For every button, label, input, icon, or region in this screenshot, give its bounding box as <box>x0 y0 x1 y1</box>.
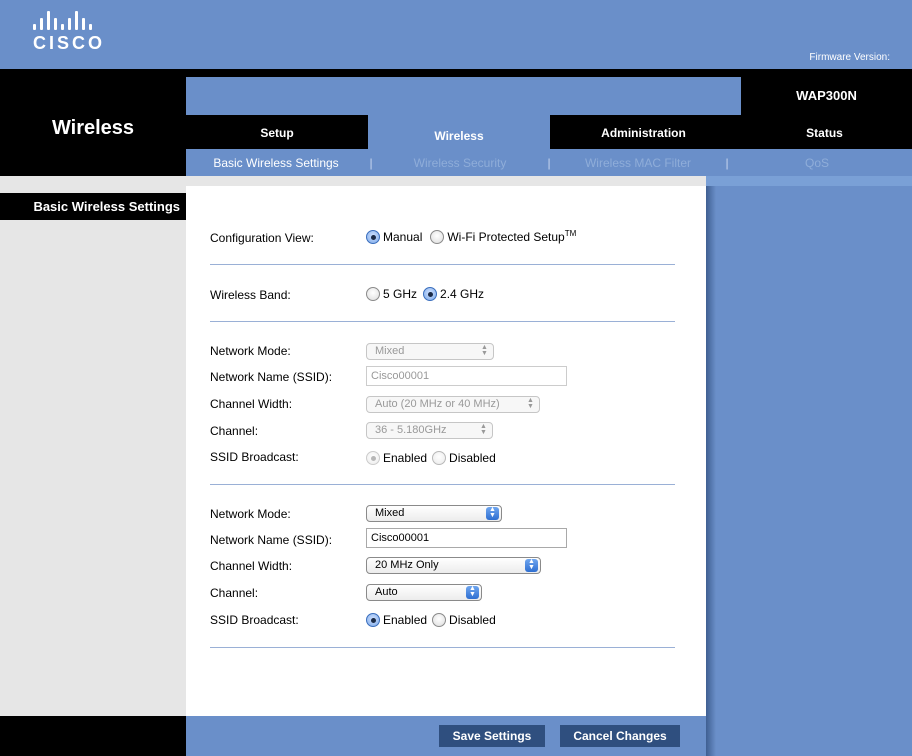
24ghz-channel-label: Channel: <box>210 586 259 600</box>
tab-setup[interactable]: Setup <box>260 126 294 140</box>
5ghz-broadcast-enabled-radio[interactable] <box>366 451 380 465</box>
save-settings-button[interactable]: Save Settings <box>439 725 545 747</box>
chevron-updown-icon: ▲ ▼ <box>480 423 487 436</box>
5ghz-ssid-broadcast-options <box>366 451 496 465</box>
5ghz-channel-width-control <box>366 396 540 413</box>
subtab-wireless-security[interactable]: Wireless Security <box>413 155 507 170</box>
right-panel-shadow <box>706 186 716 756</box>
top-banner <box>0 0 912 69</box>
section-divider <box>210 484 675 485</box>
24ghz-ssid-label: Network Name (SSID): <box>210 533 333 547</box>
5ghz-channel-select[interactable]: 36 - 5.180GHz ▲ ▼ <box>366 422 493 439</box>
5ghz-broadcast-disabled-label: Disabled <box>449 451 496 465</box>
subnav-separator: | <box>725 155 729 170</box>
5ghz-ssid-input[interactable]: Cisco00001 <box>366 366 567 386</box>
chevron-updown-icon: ▲ ▼ <box>486 507 499 520</box>
5ghz-broadcast-disabled-radio[interactable] <box>432 451 446 465</box>
24ghz-channel-select[interactable]: Auto ▲ ▼ <box>366 584 482 601</box>
section-divider <box>210 321 675 322</box>
firmware-version-label: Firmware Version: <box>809 52 890 63</box>
chevron-updown-icon: ▲ ▼ <box>466 586 479 599</box>
band-5ghz-radio[interactable] <box>366 287 380 301</box>
wps-radio[interactable] <box>430 230 444 244</box>
page-title: Wireless <box>51 117 135 139</box>
24ghz-network-mode-label: Network Mode: <box>210 507 291 521</box>
5ghz-channel-width-label: Channel Width: <box>210 397 293 411</box>
config-view-options <box>366 229 576 244</box>
subtab-wireless-mac-filter[interactable]: Wireless MAC Filter <box>584 155 691 170</box>
sidebar <box>0 183 186 716</box>
5ghz-channel-label: Channel: <box>210 424 259 438</box>
cisco-logo-text: CISCO <box>33 33 106 53</box>
5ghz-network-mode-label: Network Mode: <box>210 344 291 358</box>
5ghz-channel-control <box>366 422 493 439</box>
tab-status[interactable]: Status <box>806 126 843 140</box>
24ghz-network-mode-control <box>366 505 502 522</box>
section-divider <box>210 264 675 265</box>
24ghz-ssid-control <box>366 528 567 548</box>
5ghz-ssid-label: Network Name (SSID): <box>210 370 333 384</box>
divider-edge <box>706 176 912 186</box>
chevron-updown-icon: ▲ ▼ <box>525 559 538 572</box>
sub-navigation <box>186 149 912 176</box>
band-24ghz-label: 2.4 GHz <box>440 287 485 301</box>
chevron-updown-icon: ▲ ▼ <box>481 344 488 357</box>
24ghz-channel-width-label: Channel Width: <box>210 559 293 573</box>
config-view-label: Configuration View: <box>210 231 314 245</box>
24ghz-channel-width-select[interactable]: 20 MHz Only ▲ ▼ <box>366 557 541 574</box>
24ghz-network-mode-select[interactable]: Mixed ▲ ▼ <box>366 505 502 522</box>
5ghz-ssid-broadcast-label: SSID Broadcast: <box>210 450 299 464</box>
24ghz-broadcast-disabled-radio[interactable] <box>432 613 446 627</box>
wps-radio-label: Wi-Fi Protected Setup™ <box>447 229 577 244</box>
section-divider <box>210 647 675 648</box>
model-bar <box>186 77 741 115</box>
24ghz-channel-control <box>366 584 482 601</box>
5ghz-network-mode-control <box>366 343 494 360</box>
manual-radio-label: Manual <box>383 229 423 244</box>
24ghz-ssid-broadcast-options <box>366 613 496 627</box>
band-24ghz-radio[interactable] <box>423 287 437 301</box>
cisco-logo-bars-icon <box>33 11 105 30</box>
24ghz-broadcast-enabled-radio[interactable] <box>366 613 380 627</box>
tab-administration[interactable]: Administration <box>601 126 686 140</box>
5ghz-broadcast-enabled-label: Enabled <box>383 451 428 465</box>
band-5ghz-label: 5 GHz <box>383 287 418 301</box>
24ghz-broadcast-disabled-label: Disabled <box>449 613 496 627</box>
subnav-separator: | <box>369 155 373 170</box>
5ghz-ssid-control <box>366 366 567 386</box>
wireless-band-options <box>366 287 484 301</box>
24ghz-broadcast-enabled-label: Enabled <box>383 613 428 627</box>
manual-radio[interactable] <box>366 230 380 244</box>
5ghz-network-mode-select[interactable]: Mixed ▲ ▼ <box>366 343 494 360</box>
settings-panel <box>186 186 706 716</box>
5ghz-channel-width-select[interactable]: Auto (20 MHz or 40 MHz) ▲ ▼ <box>366 396 540 413</box>
footer-left <box>0 716 186 756</box>
wireless-band-label: Wireless Band: <box>210 288 291 302</box>
model-name: WAP300N <box>796 88 857 103</box>
subtab-basic-wireless-settings[interactable]: Basic Wireless Settings <box>213 155 339 170</box>
cancel-changes-button[interactable]: Cancel Changes <box>560 725 680 747</box>
main-tabs <box>186 115 912 149</box>
subtab-qos[interactable]: QoS <box>804 155 829 170</box>
tab-wireless[interactable]: Wireless <box>368 115 550 149</box>
sidebar-heading: Basic Wireless Settings <box>0 193 186 220</box>
subnav-separator: | <box>547 155 551 170</box>
chevron-updown-icon: ▲ ▼ <box>527 397 534 410</box>
cisco-logo <box>33 11 105 54</box>
24ghz-ssid-input[interactable]: Cisco00001 <box>366 528 567 548</box>
24ghz-channel-width-control <box>366 557 541 574</box>
right-panel <box>706 186 912 756</box>
24ghz-ssid-broadcast-label: SSID Broadcast: <box>210 613 299 627</box>
